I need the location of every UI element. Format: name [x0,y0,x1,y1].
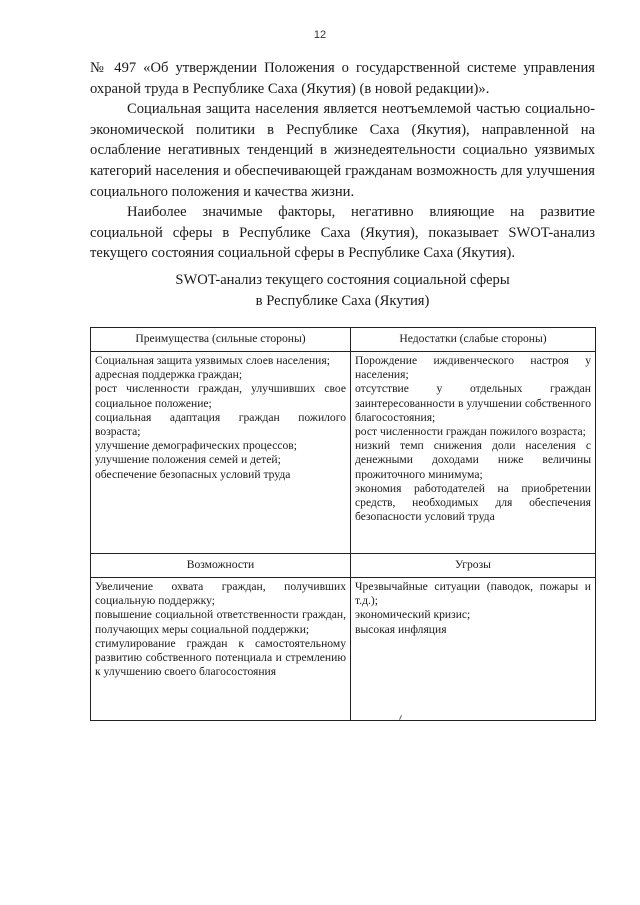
threats-header: Угрозы [351,554,596,578]
page-number: 12 [313,29,327,41]
opportunities-cell [91,578,351,721]
weakness-item: отсутствие у отдельных граждан заинтересованности в улучшении собственного благосостояния; [355,382,591,424]
strength-item: рост численности граждан, улучшивших свое социальное положение; [95,382,346,410]
weaknesses-cell [351,352,596,554]
weakness-item: Порождение иждивенческого настроя у населения; [355,354,591,382]
strength-item: улучшение демографических процессов; [95,439,297,453]
weakness-item: низкий темп снижения доли населения с денежными доходами ниже величины прожиточного минимума; [355,439,591,481]
strength-item: Социальная защита уязвимых слоев населения; [95,354,330,367]
threat-item: Чрезвычайные ситуации (паводок, пожары и т.д.); [355,580,591,608]
paragraph-decree-reference: № 497 «Об утверждении Положения о государственной системе управления охраной труда в Республике Саха (Якутия) (в новой редакции)». [90,60,595,97]
table-title-line-1: SWOT-анализ текущего состояния социальной сферы [175,272,510,288]
table-title [90,270,595,312]
body-text [90,58,595,264]
opportunities-header: Возможности [91,554,351,578]
threat-item: высокая инфляция [355,622,447,636]
swot-content-row-bottom [91,578,596,721]
strength-item: социальная адаптация граждан пожилого возраста; [95,410,346,439]
strength-item: улучшение положения семей и детей; [95,453,281,467]
swot-header-row-top [91,328,596,352]
strength-item: обеспечение безопасных условий труда [95,467,291,481]
strengths-header: Преимущества (сильные стороны) [91,328,351,352]
swot-table [90,327,596,721]
weakness-item: рост численности граждан пожилого возраста; [355,425,586,439]
weaknesses-header: Недостатки (слабые стороны) [351,328,596,352]
paragraph-social-protection: Социальная защита населения является неотъемлемой частью социально-экономической политики в Республике Саха (Якутия), направленной на ослабление негативных тенденций в жизнедеятельности социально уязвимых категорий населения и обеспечивающей гражданам возможность для улучшения социального положения и качества жизни. [90,101,595,200]
opportunity-item: Увеличение охвата граждан, получивших социальную поддержку; [95,580,346,608]
weakness-item: экономия работодателей на приобретении средств, необходимых для обеспечения безопасности условий труда [355,481,591,524]
opportunity-item: повышение социальной ответственности граждан, получающих меры социальной поддержки; [95,608,346,636]
swot-content-row-top [91,352,596,554]
threats-cell [351,578,596,721]
paragraph-swot-intro: Наиболее значимые факторы, негативно влияющие на развитие социальной сферы в Республике Саха (Якутия), показывает SWOT-анализ текущего состояния социальной сферы в Республике Саха (Якутия). [90,204,595,262]
threat-item: экономический кризис; [355,608,471,622]
strengths-cell [91,352,351,554]
opportunity-item: стимулирование граждан к самостоятельному развитию собственного потенциала и стремлению к улучшению своего благосостояния [95,636,346,679]
strength-item: адресная поддержка граждан; [95,368,243,382]
swot-header-row-bottom [91,554,596,578]
table-title-line-2: в Республике Саха (Якутия) [255,293,430,309]
